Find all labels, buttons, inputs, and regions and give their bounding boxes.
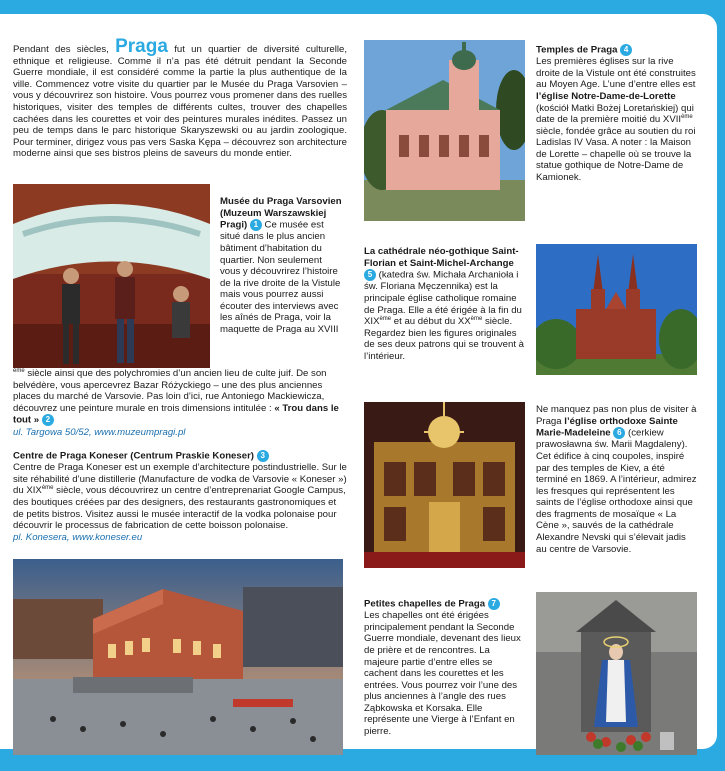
temples-text1: Les premières églises sur la rive droite de la Vistule ont été construites au Moyen Age. L’une d’entre elles est [536, 56, 696, 91]
intro-text: Pendant des siècles, [13, 44, 109, 55]
intro-paragraph [13, 36, 347, 160]
cathedral-sup1: ème [379, 315, 392, 322]
orthodox-photo [364, 402, 525, 568]
marker-6: 6 [613, 427, 625, 439]
chapel-photo [536, 592, 697, 755]
marker-4: 4 [620, 44, 632, 56]
museum-section [220, 196, 344, 336]
marker-3: 3 [257, 450, 269, 462]
museum-text2: siècle ainsi que des polychromies d’un ancien lieu de culte juif. De son belvédère, vous apercevrez Bazar Różyckiego – une des plus anciennes places du marché de Varsovie. Pas loin d’ici, rue Antoniego Mackiewicza, découvrez une peinture murale en trois dimensions intitulée : [13, 368, 327, 414]
temples-text3: siècle, fondée grâce au soutien du roi Ladislas IV Vasa. A noter : la Maison de Lorette – chapelle où se trouve la statue gothique de Notre-Dame de Kamionek. [536, 125, 696, 184]
orthodox-text1: Ne manquez pas non plus de visiter à Praga [536, 404, 697, 427]
koneser-text: Centre de Praga Koneser est un exemple d’architecture postindustrielle. Sur le site réhabilité d’une distillerie (Manufacture de vodka de Varsovie « Koneser ») du XIX [13, 462, 347, 497]
koneser-address[interactable]: pl. Konesera, www.koneser.eu [13, 531, 143, 543]
intro-text-cont: fut un quartier de diversité culturelle, ethnique et religieuse. Comme il n’a pas été détruit pendant la Seconde Guerre mondiale, il est considéré comme la partie la plus authentique de la ville. Commencez votre visite du quartier par le Musée du Praga Varsovien – vous y découvrirez son histoire. Vous pourrez vous promener dans des ruelles historiques, visiter des temples de différents cultes, trouver des chapelles cachées dans les courettes et voir des peintures murales inédites. Passez un peu de temps dans le parc historique Skaryszewski ou au jardin zoologique. Pour terminer, dirigez vous pas vers Saska Kępa – découvrez son architecture moderne ainsi que ses bistros pleins de saveurs du monde entier. [13, 44, 347, 160]
marker-7: 7 [488, 598, 500, 610]
museum-title: Musée du Praga Varsovien (Muzeum Warszawskiej Pragi) [220, 196, 342, 231]
marker-5: 5 [364, 269, 376, 281]
mural-name: « Trou dans le tout » [13, 402, 339, 426]
cathedral-text1: (katedra św. Michała Archanioła i św. Floriana Męczennika) est la principale église catholique romaine de Praga. Elle a été érigée à la fin du XIX [364, 269, 522, 328]
cathedral-photo [536, 244, 697, 375]
cathedral-title: La cathédrale néo-gothique Saint-Florian et Saint-Michel-Archange [364, 246, 519, 269]
marker-2: 2 [42, 414, 54, 426]
chapels-section [364, 598, 526, 738]
cathedral-text2: et au début du XX [391, 316, 471, 328]
guide-page [0, 14, 717, 749]
chapels-title: Petites chapelles de Praga [364, 598, 486, 610]
koneser-text2: siècle, vous découvrirez un centre d’entreprenariat Google Campus, des boutiques créées par des designers, des restaurants gastronomiques et de petits bistros. Visitez aussi le musée interactif de la vodka polonaise pour découvrir le processus de fabrication de cette boisson polonaise. [13, 485, 346, 532]
marker-1: 1 [250, 219, 262, 231]
museum-address[interactable]: ul. Targowa 50/52, www.muzeumpragi.pl [13, 426, 186, 438]
koneser-section [13, 450, 347, 543]
praga-heading: Praga [115, 36, 168, 57]
museum-section-cont [13, 368, 347, 438]
temples-text2: (kościół Matki Bożej Loretańskiej) qui date de la première moitié du XVII [536, 102, 694, 126]
chapels-text: Les chapelles ont été érigées principalement pendant la Seconde Guerre mondiale, devenant des lieux de prière et de rencontres. La majeure partie d’entre elles se cachent dans les courettes et les entrées. Vous pourrez voir l’une des plus anciennes à l’angle des rues Ząbkowska et Korsaka. Elle représente une Vierge à l’Enfant en pierre. [364, 610, 521, 738]
temples-title: Temples de Praga [536, 44, 618, 56]
temples-section [536, 44, 698, 184]
koneser-title: Centre de Praga Koneser (Centrum Praskie Koneser) [13, 450, 254, 462]
cathedral-section [364, 246, 525, 362]
museum-sup: ème [13, 367, 25, 374]
temples-sup: ème [681, 113, 693, 120]
cathedral-text3: siècle. Regardez bien les figures originales de ses deux patrons qui se trouvent à l’intérieur. [364, 316, 524, 362]
museum-text: Ce musée est situé dans le plus ancien bâtiment d’habitation du quartier. Non seulement vous y découvrirez l’histoire de la rive droite de la Vistule mais vous pourrez aussi écouter des interviews avec les aînés de Praga, voir la maquette de Praga au XVIII [220, 219, 341, 336]
orthodox-church-name: l’église orthodoxe Sainte Marie-Madeleine [536, 415, 678, 439]
orthodox-section [536, 404, 698, 555]
cathedral-sup2: ème [470, 315, 483, 322]
temples-church-name: l’église Notre-Dame-de-Lorette [536, 90, 676, 102]
orthodox-text2: (cerkiew prawosławna św. Marii Magdaleny). Cet édifice à cinq coupoles, inspiré par des temples de Kiev, a été terminé en 1869. A l’intérieur, admirez les fresques qui représentent les saints de l’église orthodoxe ainsi que des fragments de mosaïque « La Cène », sauvés de la cathédrale Alexandre Nevski qui s’élevait jadis au centre de Varsovie. [536, 427, 697, 555]
museum-photo [13, 184, 210, 368]
koneser-photo [13, 559, 343, 755]
temples-photo [364, 40, 525, 221]
koneser-sup: ème [41, 485, 54, 492]
